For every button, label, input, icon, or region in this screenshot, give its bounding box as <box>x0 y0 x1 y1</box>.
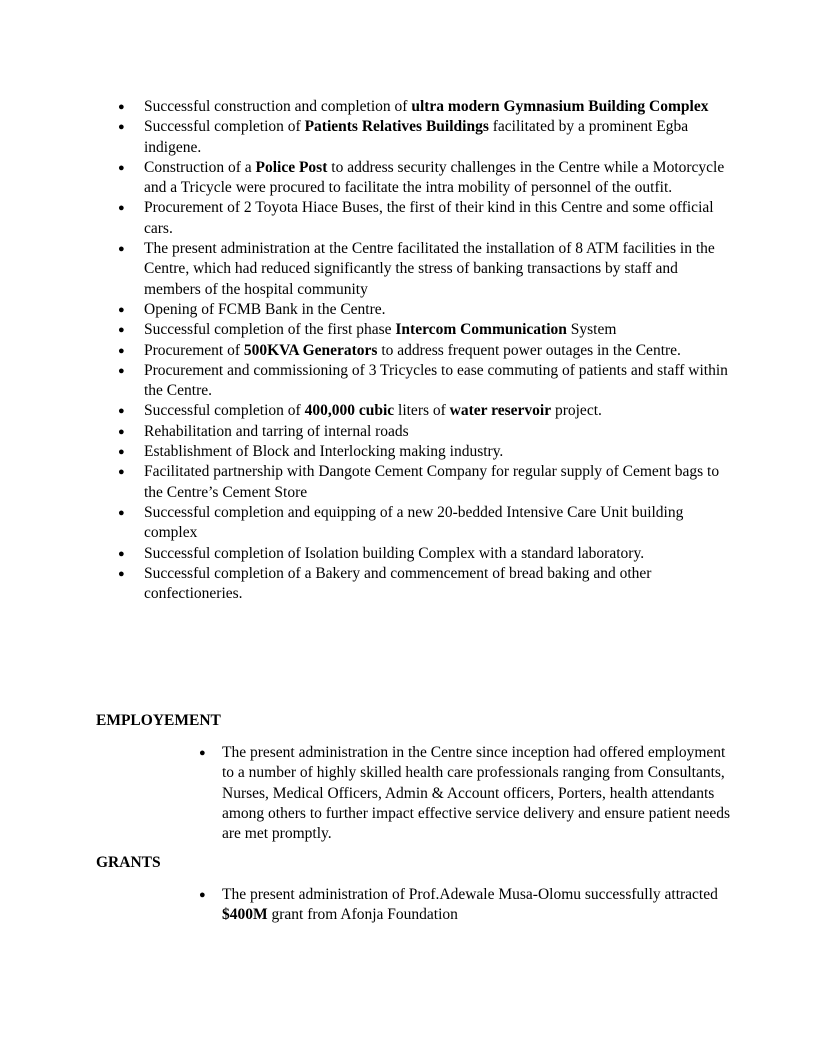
item-text: Successful completion and equipping of a new 20-bedded Intensive Care Unit building complex <box>144 503 684 542</box>
item-bold-text: 500KVA Generators <box>243 341 378 359</box>
item-text: Successful completion of the first phase <box>144 321 396 339</box>
item-text: Successful completion of <box>144 118 305 136</box>
bullet-icon: ● <box>118 364 125 377</box>
list-item <box>118 158 734 199</box>
list-item <box>118 300 734 320</box>
item-text: Procurement of <box>144 341 244 359</box>
list-item <box>118 462 734 503</box>
list-item <box>118 564 734 605</box>
bullet-icon: ● <box>118 243 125 256</box>
list-item <box>118 361 734 402</box>
item-text: Establishment of Block and Interlocking making industry. <box>144 443 504 461</box>
item-text: The present administration at the Centre facilitated the installation of 8 ATM facilities in the Centre, which had reduced significantly the stress of banking transactions by staff and members of the hospital community <box>144 240 715 298</box>
item-text: Successful construction and completion of <box>144 98 412 115</box>
item-text: Rehabilitation and tarring of internal roads <box>144 422 409 440</box>
item-text: Facilitated partnership with Dangote Cement Company for regular supply of Cement bags to the Centre’s Cement Store <box>144 463 720 501</box>
employment-heading: EMPLOYEMENT <box>96 712 221 729</box>
item-text: Construction of a <box>144 158 256 176</box>
bullet-icon: ● <box>118 324 125 337</box>
list-item <box>118 442 734 462</box>
list-item <box>118 401 734 421</box>
item-bold-text: water reservoir <box>449 402 552 420</box>
bullet-icon: ● <box>199 889 206 901</box>
list-item <box>118 341 734 361</box>
item-text: grant from Afonja Foundation <box>267 906 458 924</box>
item-text: Successful completion of <box>144 402 305 420</box>
item-text: The present administration in the Centre since inception had offered employment to a number of highly skilled health care professionals ranging from Consultants, Nurses, Medical Officers, Admin & Account officers, Porters, health attendants among others to further impact effective service delivery and ensure patient needs are met promptly. <box>222 744 730 843</box>
bullet-icon: ● <box>118 506 125 519</box>
achievements-list <box>118 97 734 604</box>
bullet-icon: ● <box>118 101 125 113</box>
list-item <box>199 743 732 844</box>
item-text: Successful completion of Isolation building Complex with a standard laboratory. <box>144 544 645 562</box>
item-text: project. <box>551 402 602 420</box>
list-item <box>118 320 734 340</box>
bullet-icon: ● <box>118 425 125 438</box>
list-item <box>199 885 732 926</box>
item-bold-text: Intercom Communication <box>395 321 567 339</box>
list-item <box>118 97 734 117</box>
item-bold-text: Police Post <box>255 158 328 176</box>
employment-list <box>199 743 732 844</box>
bullet-icon: ● <box>118 466 125 479</box>
grants-heading: GRANTS <box>96 854 161 871</box>
item-text: to address frequent power outages in the Centre. <box>377 341 681 359</box>
item-text: Successful completion of a Bakery and commencement of bread baking and other confectioneries. <box>144 564 652 603</box>
item-text: The present administration of Prof.Adewale Musa-Olomu successfully attracted <box>222 886 718 903</box>
bullet-icon: ● <box>118 202 125 215</box>
item-text: liters of <box>394 402 450 420</box>
item-text: Opening of FCMB Bank in the Centre. <box>144 300 386 318</box>
item-text: Procurement and commissioning of 3 Tricycles to ease commuting of patients and staff within the Centre. <box>144 361 728 400</box>
list-item <box>118 198 734 239</box>
bullet-icon: ● <box>199 747 206 759</box>
item-text: Procurement of 2 Toyota Hiace Buses, the first of their kind in this Centre and some official cars. <box>144 199 714 237</box>
bullet-icon: ● <box>118 121 125 134</box>
item-bold-text: 400,000 cubic <box>304 402 395 420</box>
bullet-icon: ● <box>118 446 125 459</box>
grants-list <box>199 885 732 926</box>
bullet-icon: ● <box>118 567 125 580</box>
bullet-icon: ● <box>118 161 125 174</box>
bullet-icon: ● <box>118 344 125 357</box>
item-text: to address security challenges in the Centre while a Motorcycle and a Tricycle were procured to facilitate the intra mobility of personnel of the outfit. <box>144 158 725 197</box>
list-item <box>118 544 734 564</box>
item-bold-text: ultra modern Gymnasium Building Complex <box>411 98 709 115</box>
list-item <box>118 503 734 544</box>
list-item <box>118 422 734 442</box>
item-text: System <box>566 321 617 339</box>
list-item <box>118 117 734 158</box>
bullet-icon: ● <box>118 405 125 418</box>
bullet-icon: ● <box>118 547 125 560</box>
item-bold-text: $400M <box>222 906 268 924</box>
list-item <box>118 239 734 300</box>
item-bold-text: Patients Relatives Buildings <box>304 118 489 136</box>
item-text: facilitated by a prominent Egba indigene. <box>144 118 689 156</box>
bullet-icon: ● <box>118 303 125 316</box>
